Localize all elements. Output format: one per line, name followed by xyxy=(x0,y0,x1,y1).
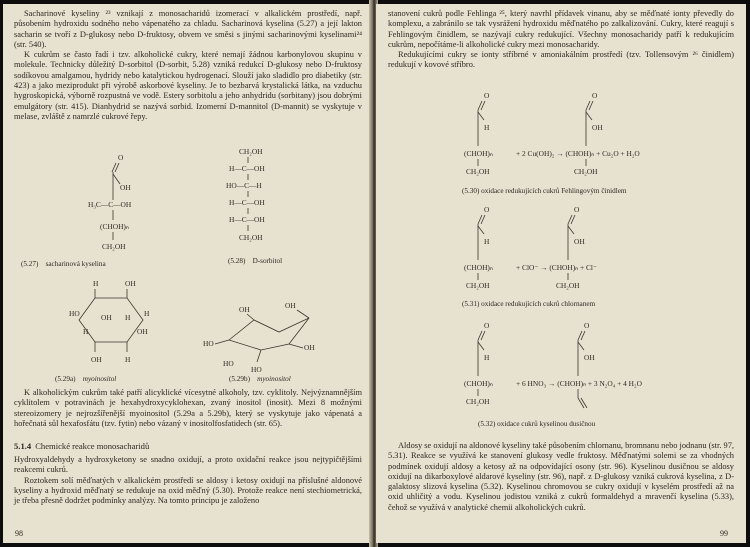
svg-text:(CHOH)ₙ: (CHOH)ₙ xyxy=(100,222,129,231)
svg-text:H: H xyxy=(484,353,490,362)
equation-532 xyxy=(456,318,716,414)
svg-text:OH: OH xyxy=(592,123,603,132)
caption-529a: (5.29a) myoinositol xyxy=(55,375,117,383)
svg-text:+ 6 HNO₃ → (CHOH)ₙ + 3 N: + 6 HNO₃ → (CHOH)ₙ + 3 N₂O₄ + 4 H₂O xyxy=(516,379,642,388)
svg-text:HO: HO xyxy=(69,309,80,318)
left-para-5: Roztokem solí měďnatých v alkalickém prostředí se aldosy i ketosy oxidují na příslušné aldonové kyseliny a hydroxid měďnatý se redukuje na oxid měďný (5.30). Protože reakce není stechiometrická, je třeba přesně dodržet podmínky analýzy. Na tomto principu je založeno xyxy=(14,475,362,506)
left-para-4: Hydroxyaldehydy a hydroxyketony se snadno oxidují, a proto oxidační reakce jsou nejtypičtějšími reakcemi cukrů. Roztokem solí měďnatých v alkalickém prostředí se aldosy i ketosy oxidují na příslušné aldonové kyseliny a hydroxid měďnatý se redukuje na oxid měďný (5.30). Protože reakce není stechiometrická, je třeba přesně dodržet podmínky analýzy. Na tomto principu je založeno xyxy=(14,455,362,506)
structure-528 xyxy=(217,144,297,256)
caption-529b: (5.29b) myoinositol xyxy=(229,375,291,383)
svg-text:CH₂OH: CH₂OH xyxy=(574,167,598,176)
svg-text:(CHOH)ₙ: (CHOH)ₙ xyxy=(464,149,493,158)
left-para-1: Sacharinové kyseliny ²³ vznikají z monosacharidů izomerací v alkalickém prostředí, např. působením hydroxidu sodného nebo vápenatého za chladu. Sacharinová kyselina (5.27) a její lakton sacharin se tvoří z D-glukosy nebo D-fruktosy, obvem ve směsi s jinými sacharinovými kyselinami²⁴ (str. 540). K cukrům se často řadí i tzv. alkoholické cukry, které nemají žádnou karbonylovou skupinu v molekule. Technicky důležitý D-sorbitol (D-sorbit, 5.28) vzniká redukcí D-glukosy nebo D-fruktosy sodíkovou amalgamou, hydridy nebo katalytickou hydrogenací. Slouží jako sladidlo pro diabetiky (str. 423) a jako meziprodukt při výrobě askorbové kyseliny. Je to bezbarvá krystalická látka, na vzduchu hygroskopická, výborně rozpustná ve vodě. Estery sorbitolu a jeho anhydridu (sorbitany) jsou dobrými emulgátory (str. 415). Dianhydrid se nazývá sorbid. Izomerní D-mannitol (D-mannit) se vyskytuje v melase, zvláště z namrzlé cukrové řepy. xyxy=(14,9,362,121)
svg-text:H: H xyxy=(144,309,150,318)
svg-text:O: O xyxy=(118,153,124,162)
svg-text:O: O xyxy=(584,321,590,330)
right-para-1: stanovení cukrů podle Fehlinga ²⁵, který navrhl přídavek vinanu, aby se měďnaté ionty převedly do komplexu, a zabránilo se tak vysrážení hydroxidu měďnatého po zalkalizování. Cukry, které reagují s Fehlingovým činidlem, se nazývají cukry redukující. Všechny monosacharidy patří k redukujícím cukrům, nepočítáme-li alkoholické cukry mezi monosacharidy. Redukujícími cukry se ionty stříbrné v amoniakálním prostředí (tzv. Tollensovým ²⁶ činidlem) redukují v kovové stříbro. xyxy=(388,9,734,70)
svg-text:CH₂OH: CH₂OH xyxy=(239,233,263,242)
svg-text:CH₂OH: CH₂OH xyxy=(466,397,490,406)
svg-text:H: H xyxy=(484,237,490,246)
structure-527 xyxy=(58,150,178,258)
svg-text:OH: OH xyxy=(101,313,112,322)
left-para-2: K cukrům se často řadí i tzv. alkoholické cukry, které nemají žádnou karbonylovou skupinu v molekule. Technicky důležitý D-sorbitol (D-sorbit, 5.28) vzniká redukcí D-glukosy nebo D-fruktosy sodíkovou amalgamou, hydridy nebo katalytickou hydrogenací. Slouží jako sladidlo pro diabetiky (str. 423) a jako meziprodukt při výrobě askorbové kyseliny. Je to bezbarvá krystalická látka, na vzduchu hygroskopická, výborně rozpustná ve vodě. Estery sorbitolu a jeho anhydridu (sorbitany) jsou dobrými emulgátory (str. 415). Dianhydrid se nazývá sorbid. Izomerní D-mannitol (D-mannit) se vyskytuje v melase, zvláště z namrzlé cukrové řepy. xyxy=(14,50,362,121)
svg-text:CH₂OH: CH₂OH xyxy=(556,281,580,290)
equation-530 xyxy=(456,88,696,184)
svg-text:OH: OH xyxy=(304,343,315,352)
svg-text:O: O xyxy=(484,205,490,214)
svg-text:O: O xyxy=(484,321,490,330)
svg-text:+ 2 Cu(OH)₂ → (CHOH)ₙ + C: + 2 Cu(OH)₂ → (CHOH)ₙ + Cu₂O + H₂O xyxy=(516,149,640,158)
left-page xyxy=(3,4,371,543)
svg-text:CH₂OH: CH₂OH xyxy=(239,147,263,156)
caption-531: (5.31) oxidace redukujících cukrů chlornanem xyxy=(462,300,596,308)
caption-528: (5.28) D-sorbitol xyxy=(228,257,283,265)
svg-text:H: H xyxy=(125,355,131,364)
svg-text:+ ClO⁻ → (CHOH)ₙ + Cl⁻: + ClO⁻ → (CHOH)ₙ + Cl⁻ xyxy=(516,263,597,272)
structure-529a xyxy=(63,276,183,374)
right-para-2: Redukujícími cukry se ionty stříbrné v amoniakálním prostředí (tzv. Tollensovým ²⁶ činidlem) redukují v kovové stříbro. xyxy=(388,50,734,70)
svg-text:O: O xyxy=(574,205,580,214)
section-heading: 5.1.4 Chemické reakce monosacharidů xyxy=(14,441,150,451)
svg-text:H₃C—C—OH: H₃C—C—OH xyxy=(88,200,132,209)
svg-text:OH: OH xyxy=(239,305,250,314)
page-number-left: 98 xyxy=(15,529,23,538)
svg-text:HO: HO xyxy=(203,339,214,348)
svg-text:H—C—OH: H—C—OH xyxy=(229,164,265,173)
svg-text:H: H xyxy=(125,313,131,322)
svg-text:HO—C—H: HO—C—H xyxy=(226,181,262,190)
svg-text:OH: OH xyxy=(120,183,131,192)
equation-531 xyxy=(456,202,696,294)
svg-text:O: O xyxy=(592,91,598,100)
svg-text:OH: OH xyxy=(285,301,296,310)
caption-532: (5.32) oxidace cukrů kyselinou dusičnou xyxy=(478,420,596,428)
svg-text:H: H xyxy=(93,279,99,288)
svg-text:CH₂OH: CH₂OH xyxy=(466,281,490,290)
svg-text:O: O xyxy=(484,91,490,100)
structure-529b xyxy=(199,300,329,376)
svg-text:H: H xyxy=(484,123,490,132)
svg-text:CH₂OH: CH₂OH xyxy=(102,242,126,251)
svg-text:HO: HO xyxy=(251,365,262,374)
svg-text:H—C—OH: H—C—OH xyxy=(229,215,265,224)
caption-527: (5.27) sacharinová kyselina xyxy=(21,260,106,268)
left-para-3: K alkoholickým cukrům také patří alicyklické vícesytné alkoholy, tzv. cyklitoly. Nejvýznamnějším cyklitolem v potravinách je hexahydroxycyklohexan, zvaný inositol (inosit). Mezi 8 možnými stereoizomery je nejrozšířenější myoinositol (5.29a a 5.29b), který se vyskytuje jako vápenatá a hořečnatá sůl hexafosfátu (tzv. fytin) nebo vázaný v inositolfosfatidech (str. 65). xyxy=(14,388,362,428)
svg-text:OH: OH xyxy=(125,279,136,288)
page-number-right: 99 xyxy=(720,529,728,538)
right-para-3: Aldosy se oxidují na aldonové kyseliny také působením chlornanu, bromnanu nebo jodnanu (str. 97, 5.31). Reakce se využívá ke stanovení glukosy vedle fruktosy. Měďnatými solemi se za vhodných podmínek oxidují aldosy a ketosy až na odpovídající osony (str. 96). Kyselinou dusičnou se aldosy oxidují na dikarboxylové aldarové kyseliny (str. 96), např. z D-glukosy vzniká cukrová kyselina, z D-galaktosy slizová kyselina (5.32). Kyselinou chromovou se cukry oxidují v kyselém prostředí až na oxid uhličitý a vodu. Kyselinou jodistou vzniká z cukrů formaldehyd a mravenčí kyselina (5.33), čehož se využívá v analytické chemii alkoholických cukrů. xyxy=(388,441,734,512)
svg-text:OH: OH xyxy=(584,353,595,362)
svg-text:(CHOH)ₙ: (CHOH)ₙ xyxy=(464,263,493,272)
svg-text:OH: OH xyxy=(137,327,148,336)
svg-text:(CHOH)ₙ: (CHOH)ₙ xyxy=(464,379,493,388)
svg-text:H: H xyxy=(83,327,89,336)
right-page xyxy=(376,4,746,543)
svg-text:OH: OH xyxy=(91,355,102,364)
svg-text:H—C—OH: H—C—OH xyxy=(229,198,265,207)
svg-text:CH₂OH: CH₂OH xyxy=(466,167,490,176)
svg-text:OH: OH xyxy=(574,237,585,246)
caption-530: (5.30) oxidace redukujících cukrů Fehlingovým činidlem xyxy=(462,187,627,195)
svg-text:HO: HO xyxy=(223,359,234,368)
